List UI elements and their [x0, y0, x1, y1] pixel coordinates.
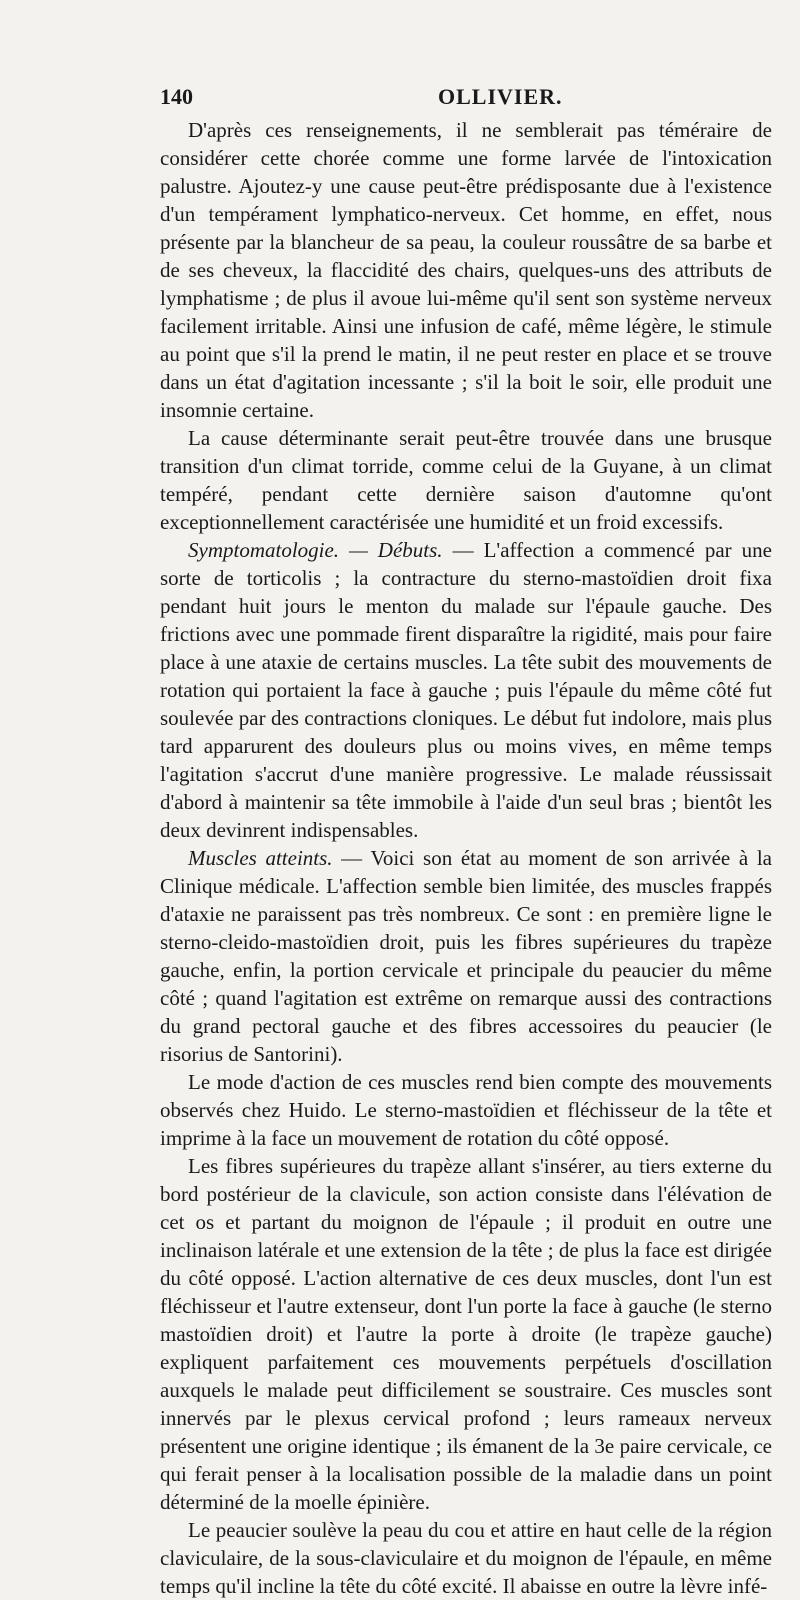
- running-head: OLLIVIER.: [438, 84, 563, 109]
- paragraph-text: Le mode d'action de ces muscles rend bien compte des mouvements observés chez Huido. Le sterno-mastoïdien et fléchisseur de la tête et imprime à la face un mouvement de rotation du côté opposé.: [160, 1070, 772, 1150]
- paragraph: [160, 116, 772, 424]
- paragraph: [160, 844, 772, 1068]
- paragraph-text: Le peaucier soulève la peau du cou et attire en haut celle de la région claviculaire, de la sous-claviculaire et du moignon de l'épaule, en même temps qu'il incline la tête du côté excité. Il abaisse en outre la lèvre infé-: [160, 1518, 772, 1598]
- section-heading: Muscles atteints.: [188, 846, 333, 870]
- paragraph-text: D'après ces renseignements, il ne semblerait pas téméraire de considérer cette chorée comme une forme larvée de l'intoxication palustre. Ajoutez-y une cause peut-être prédisposante due à l'existence d'un tempérament lymphatico-nerveux. Cet homme, en effet, nous présente par la blancheur de sa peau, la couleur roussâtre de sa barbe et de ses cheveux, la flaccidité des chairs, quelques-uns des attributs de lymphatisme ; de plus il avoue lui-même qu'il sent son système nerveux facilement irritable. Ainsi une infusion de café, même légère, le stimule au point que s'il la prend le matin, il ne peut rester en place et se trouve dans un état d'agitation incessante ; s'il la boit le soir, elle produit une insomnie certaine.: [160, 118, 772, 422]
- paragraph-text: Les fibres supérieures du trapèze allant s'insérer, au tiers externe du bord postérieur de la clavicule, son action consiste dans l'élévation de cet os et partant du moignon de l'épaule ; il produit en outre une inclinaison latérale et une extension de la tête ; de plus la face est dirigée du côté opposé. L'action alternative de ces deux muscles, dont l'un est fléchisseur et l'autre extenseur, dont l'un porte la face à gauche (le sterno mastoïdien droit) et l'autre la porte à droite (le trapèze gauche) expliquent parfaitement ces mouvements perpétuels d'oscillation auxquels le malade peut difficilement se soustraire. Ces muscles sont innervés par le plexus cervical profond ; leurs rameaux nerveux présentent une origine identique ; ils émanent de la 3e paire cervicale, ce qui ferait penser à la localisation possible de la maladie dans un point déterminé de la moelle épinière.: [160, 1154, 772, 1514]
- section-heading: Symptomatologie. — Débuts.: [188, 538, 443, 562]
- paragraph-text: La cause déterminante serait peut-être trouvée dans une brusque transition d'un climat torride, comme celui de la Guyane, à un climat tempéré, pendant cette dernière saison d'automne qu'ont exceptionnellement caractérisée une humidité et un froid excessifs.: [160, 426, 772, 534]
- paragraph-text: — L'affection a commencé par une sorte de torticolis ; la contracture du sterno-mastoïdien droit fixa pendant huit jours le menton du malade sur l'épaule gauche. Des frictions avec une pommade firent disparaître la rigidité, mais pour faire place à une ataxie de certains muscles. La tête subit des mouvements de rotation qui portaient la face à gauche ; puis l'épaule du même côté fut soulevée par des contractions cloniques. Le début fut indolore, mais plus tard apparurent des douleurs plus ou moins vives, en même temps l'agitation s'accrut d'une manière progressive. Le malade réussissait d'abord à maintenir sa tête immobile à l'aide d'un seul bras ; bientôt les deux devinrent indispensables.: [160, 538, 772, 842]
- paragraph: [160, 1516, 772, 1600]
- paragraph: [160, 1068, 772, 1152]
- page-header: [160, 84, 772, 116]
- body-text: [160, 116, 772, 1600]
- paragraph: [160, 536, 772, 844]
- paragraph: [160, 1152, 772, 1516]
- paragraph: [160, 424, 772, 536]
- page-number: 140: [160, 84, 193, 109]
- paragraph-text: — Voici son état au moment de son arrivée à la Clinique médicale. L'affection semble bien limitée, des muscles frappés d'ataxie ne paraissent pas très nombreux. Ce sont : en première ligne le sterno-cleido-mastoïdien droit, puis les fibres supérieures du trapèze gauche, enfin, la portion cervicale et principale du peaucier du même côté ; quand l'agitation est extrême on remarque aussi des contractions du grand pectoral gauche et des fibres accessoires du peaucier (le risorius de Santorini).: [160, 846, 772, 1066]
